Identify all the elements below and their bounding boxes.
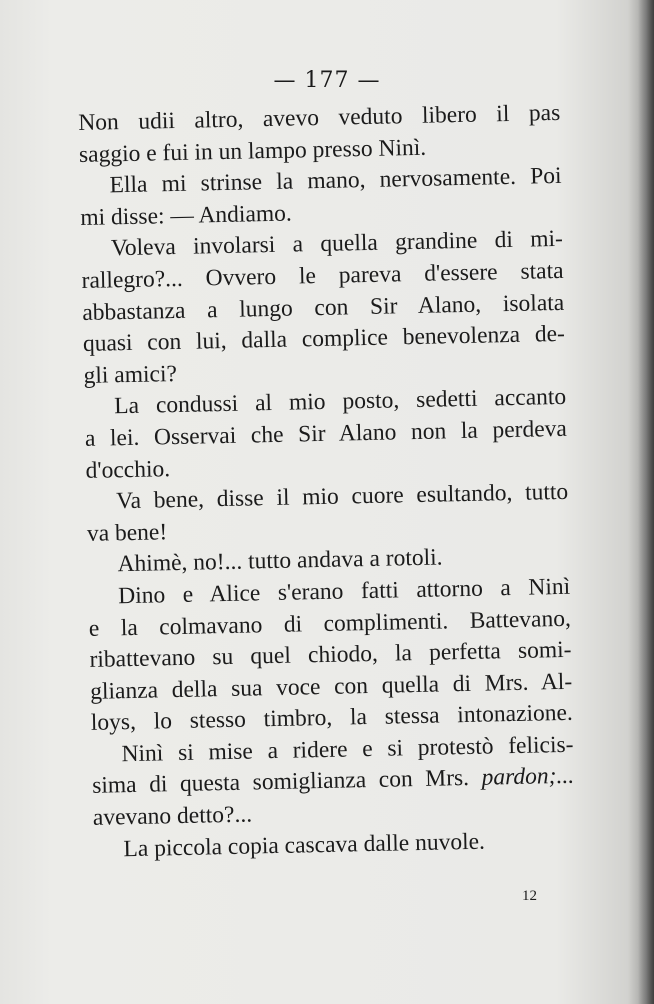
- text-line: La condussi al mio posto, sedetti accanto: [113, 384, 567, 420]
- text-line: Non udii altro, avevo veduto libero il pas: [78, 99, 561, 136]
- text-line: Ahimè, no!... tutto andava a rotoli.: [117, 544, 443, 578]
- page-edge-shadow: [638, 0, 654, 1004]
- text-line: Ninì si mise a ridere e si protestò felicis-: [121, 731, 574, 768]
- text-line: d'occhio.: [85, 455, 171, 484]
- signature-mark: 12: [522, 888, 537, 904]
- text-line: Voleva involarsi a quella grandine di mi-: [110, 226, 564, 262]
- text-line: gli amici?: [83, 360, 178, 389]
- text-line-part: sima di questa somiglianza con Mrs.: [91, 765, 482, 800]
- text-line: ribattevano su quel chiodo, la perfetta somi-: [89, 636, 572, 673]
- text-line: glianza della sua voce con quella di Mrs. Al-: [89, 668, 573, 705]
- text-line: saggio e fui in un lampo presso Ninì.: [78, 134, 427, 168]
- text-line: e la colmavano di complimenti. Battevano,: [88, 605, 572, 642]
- text-line: Dino e Alice s'erano fatti attorno a Ninì: [117, 573, 571, 610]
- text-line: Va bene, disse il mio cuore esultando, tutto: [115, 478, 569, 515]
- text-line: a lei. Osservai che Sir Alano non la perdeva: [84, 415, 568, 452]
- text-line: va bene!: [86, 518, 168, 547]
- text-line: La piccola copia cascava dalle nuvole.: [123, 828, 486, 862]
- italic-word: pardon;...: [481, 763, 575, 792]
- text-line: avevano detto?...: [92, 801, 253, 831]
- text-line: mi disse: — Andiamo.: [80, 200, 293, 231]
- body-text: [78, 98, 576, 866]
- text-line: Ella mi strinse la mano, nervosamente. Poi: [109, 163, 562, 199]
- page-number: — 177 —: [273, 68, 381, 93]
- text-line: quasi con lui, dalla complice benevolenza de-: [82, 321, 566, 358]
- text-line: abbastanza a lungo con Sir Alano, isolata: [82, 289, 565, 326]
- text-line: rallegro?... Ovvero le pareva d'essere stata: [81, 257, 564, 294]
- text-line: loys, lo stesso timbro, la stessa intonazione.: [90, 700, 574, 737]
